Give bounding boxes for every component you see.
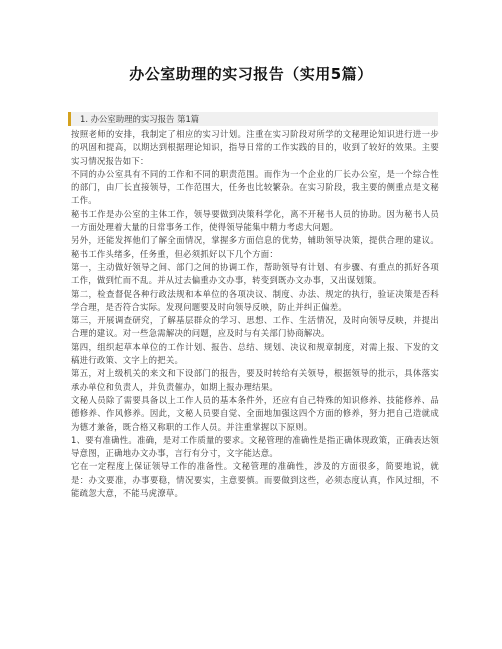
section-heading-bar	[68, 112, 438, 126]
paragraph: 第二，检查督促各种行政法规和本单位的各项决议、制度、办法、规定的执行，验证决策是否科学合理，是否符合实际。发现问题要及时向领导反映，防止并纠正偏差。	[71, 288, 439, 312]
paragraph: 第一，主动做好领导之间、部门之间的协调工作，帮助领导有计划、有步骤、有重点的抓好各项工作，做到忙而不乱。并从过去偏重办文办事，转变到既办文办事，又出谋划策。	[71, 261, 439, 286]
section-heading: 1. 办公室助理的实习报告 第1篇	[80, 114, 200, 124]
paragraph: 按照老师的安排，我制定了相应的实习计划。注重在实习阶段对所学的文秘理论知识进行进一步的巩固和提高，以期达到根据理论知识，指导日常的工作实践的目的，收到了较好的效果。主要实习情况报告如下：	[71, 129, 439, 166]
paragraph: 文秘人员除了需要具备以上工作人员的基本条件外，还应有自己特殊的知识修养、技能修养、品德修养、作风修养。因此，文秘人员要自觉、全面地加强这四个方面的修养，努力把自己造就成为德才兼备，既合格又称职的工作人员。并注重掌握以下原则。	[71, 394, 439, 432]
paragraph: 1、要有准确性。准确，是对工作质量的要求。文秘管理的准确性是指正确体现政策，正确表达领导意图，正确地办文办事，言行有分寸，文字能达意。	[71, 434, 439, 459]
document-title: 办公室助理的实习报告（实用5篇）	[129, 65, 373, 83]
paragraph: 第三，开展调查研究，了解基层群众的学习、思想、工作、生活情况，及时向领导反映，并提出合理的建议。对一些急需解决的问题，应及时与有关部门协商解决。	[71, 315, 439, 339]
paragraph: 第四，组织起草本单位的工作计划、报告、总结、规划、决议和规章制度，对需上报、下发的文稿进行政策、文字上的把关。	[71, 341, 439, 366]
paragraph: 第五，对上级机关的来文和下设部门的报告，要及时转给有关领导，根据领导的批示，具体落实承办单位和负责人，并负责催办，如期上报办理结果。	[71, 368, 439, 392]
paragraph: 它在一定程度上保证领导工作的准备性。文秘管理的准确性，涉及的方面很多，简要地说，就是：办文要准，办事要稳，情况要实，主意要慎。而要做到这些，必须态度认真，作风过细，不能疏忽大意，不能马虎潦草。	[71, 461, 439, 499]
paragraph: 不同的办公室具有不同的工作和不同的职责范围。而作为一个企业的厂长办公室，是一个综合性的部门，由厂长直接领导，工作范围大，任务也比较繁杂。在实习阶段，我主要的侧重点是文秘工作。	[71, 168, 439, 206]
paragraph: 秘书工作是办公室的主体工作，领导要做到决策科学化，离不开秘书人员的协助。因为秘书人员一方面处理着大量的日常事务工作，使得领导能集中精力考虑大问题。	[71, 208, 439, 233]
body-text	[71, 128, 439, 500]
paragraph: 另外，还能发挥他们了解全面情况，掌握多方面信息的优势，辅助领导决策，提供合理的建议。秘书工作头绪多，任务重，但必须抓好以下几个方面：	[71, 235, 439, 259]
